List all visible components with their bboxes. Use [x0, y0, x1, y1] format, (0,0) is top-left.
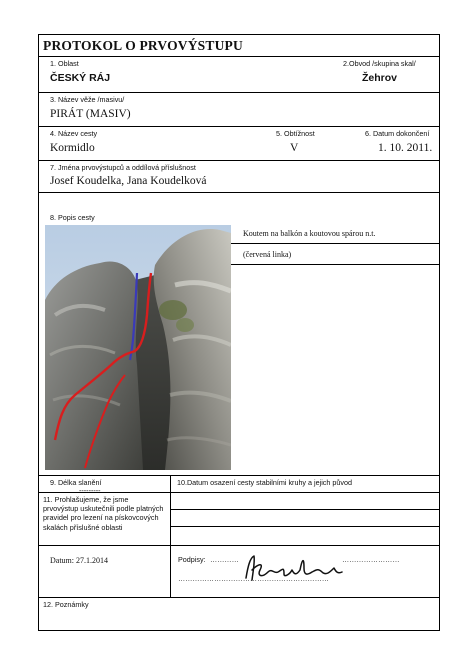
divider [231, 264, 440, 265]
divider [38, 475, 440, 476]
climbers-label: 7. Jména prvovýstupců a oddílová příslušnost [50, 163, 196, 172]
description-label: 8. Popis cesty [50, 213, 95, 222]
signature-dots-right: …………………… [342, 555, 400, 564]
divider [38, 160, 440, 161]
notes-label: 12. Poznámky [43, 600, 89, 609]
rappel-length-value: --------- [79, 486, 101, 495]
area-value: ČESKÝ RÁJ [50, 72, 111, 84]
divider [38, 192, 440, 193]
route-name-value: Kormidlo [50, 142, 95, 154]
divider [38, 126, 440, 127]
route-photo [45, 225, 231, 470]
divider [170, 475, 171, 597]
route-name-label: 4. Název cesty [50, 129, 98, 138]
divider [38, 545, 440, 546]
signature-image [240, 552, 350, 586]
form-title: PROTOKOL O PRVOVÝSTUPU [43, 38, 243, 53]
tower-value: PIRÁT (MASIV) [50, 108, 131, 120]
tower-label: 3. Název věže /masivu/ [50, 95, 125, 104]
completion-date-value: 1. 10. 2011. [378, 142, 433, 154]
description-line-1: Koutem na balkón a koutovou spárou n.t. [243, 229, 376, 238]
signature-dots-left: ………… [210, 555, 239, 564]
divider [38, 597, 440, 598]
signing-date: Datum: 27.1.2014 [50, 556, 108, 565]
signature-dots-bottom: ……………………………………………………… [178, 574, 329, 583]
divider [231, 243, 440, 244]
rappel-length-label: 9. Délka slanění [50, 478, 102, 487]
district-value: Žehrov [362, 72, 398, 84]
declaration-text: 11. Prohlašujeme, že jsme prvovýstup uskutečnili podle platných pravidel pro lezení na pískovcových skalách příslušné oblasti [43, 495, 164, 532]
divider [38, 56, 440, 57]
district-label: 2.Obvod /skupina skal/ [343, 59, 416, 68]
completion-date-label: 6. Datum dokončení [365, 129, 430, 138]
climbers-value: Josef Koudelka, Jana Koudelková [50, 175, 207, 187]
difficulty-label: 5. Obtížnost [276, 129, 315, 138]
divider [170, 526, 440, 527]
difficulty-value: V [290, 142, 299, 154]
divider [38, 92, 440, 93]
rings-date-label: 10.Datum osazení cesty stabilními kruhy a jejich původ [177, 478, 352, 487]
divider [170, 509, 440, 510]
description-line-2: (červená linka) [243, 250, 292, 259]
signatures-label: Podpisy: [178, 555, 206, 564]
area-label: 1. Oblast [50, 59, 79, 68]
